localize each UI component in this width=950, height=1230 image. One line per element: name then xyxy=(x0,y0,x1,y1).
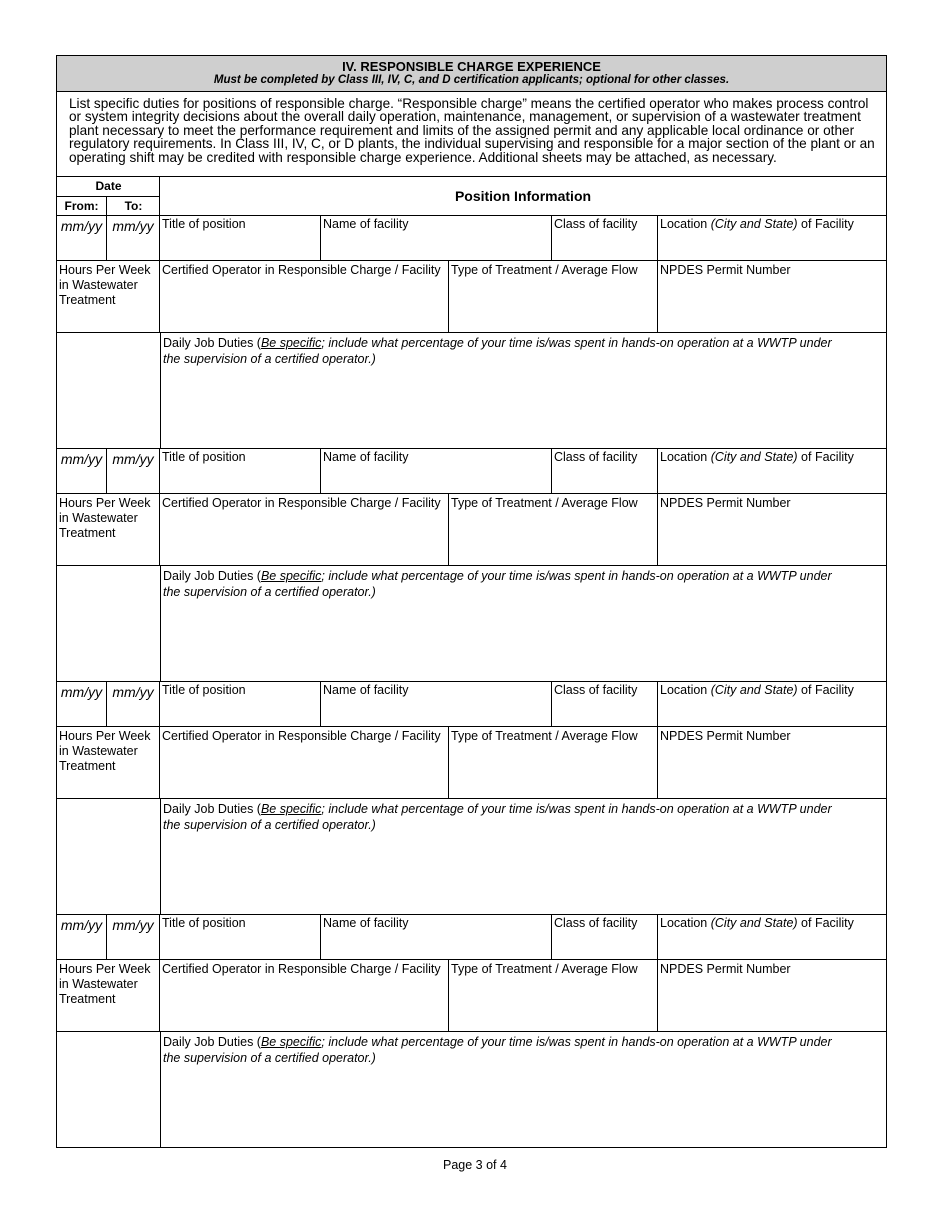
type-of-treatment-field[interactable]: Type of Treatment / Average Flow xyxy=(449,494,658,565)
npdes-permit-field[interactable]: NPDES Permit Number xyxy=(660,962,791,976)
location-label-suffix: of Facility xyxy=(797,916,854,930)
title-of-position-field[interactable]: Title of position xyxy=(160,449,321,493)
from-date-field[interactable]: mm/yy xyxy=(57,915,107,959)
title-of-position-field[interactable]: Title of position xyxy=(160,682,321,726)
class-of-facility-field[interactable]: Class of facility xyxy=(552,915,658,959)
position-entry xyxy=(57,449,886,682)
to-date-field[interactable]: mm/yy xyxy=(107,915,160,959)
duties-label-underlined: Be specific xyxy=(260,336,322,350)
name-of-facility-field[interactable]: Name of facility xyxy=(321,449,552,493)
location-label-italic: (City and State) xyxy=(710,683,798,697)
type-of-treatment-field[interactable]: Type of Treatment / Average Flow xyxy=(449,727,658,798)
class-of-facility-field[interactable]: Class of facility xyxy=(552,449,658,493)
operator-row xyxy=(57,261,886,333)
class-of-facility-field[interactable]: Class of facility xyxy=(552,216,658,260)
duties-label-underlined: Be specific xyxy=(260,1035,322,1049)
date-label: Date xyxy=(57,177,160,197)
from-date-field[interactable]: mm/yy xyxy=(57,682,107,726)
certified-operator-field[interactable]: Certified Operator in Responsible Charge / Facility xyxy=(160,960,449,1031)
title-of-position-field[interactable]: Title of position xyxy=(160,915,321,959)
daily-job-duties-field[interactable] xyxy=(160,333,886,449)
title-of-position-field[interactable]: Title of position xyxy=(160,216,321,260)
location-label-suffix: of Facility xyxy=(797,450,854,464)
location-label-italic: (City and State) xyxy=(710,916,798,930)
to-date-field[interactable]: mm/yy xyxy=(107,682,160,726)
name-of-facility-field[interactable]: Name of facility xyxy=(321,216,552,260)
location-label-suffix: of Facility xyxy=(797,683,854,697)
class-of-facility-field[interactable]: Class of facility xyxy=(552,682,658,726)
from-date-field[interactable]: mm/yy xyxy=(57,449,107,493)
position-row xyxy=(57,682,886,727)
daily-job-duties-field[interactable] xyxy=(160,1032,886,1148)
location-of-facility-field[interactable] xyxy=(658,449,886,493)
to-date-field[interactable]: mm/yy xyxy=(107,216,160,260)
location-of-facility-field[interactable] xyxy=(658,682,886,726)
duties-label-rest: ; include what percentage of your time is/was spent in hands-on operation at a WWTP under the supervision of a certified operator.) xyxy=(163,802,832,832)
instructions-text: List specific duties for positions of responsible charge. “Responsible charge” means the certified operator who makes process control or system integrity decisions about the overall daily operation, maintenance, management, or supervision of a wastewater treatment plant necessary to meet the performance requirement and limits of the assigned permit and any applicable local ordinance or other regulatory requirements. In Class III, IV, C, or D plants, the individual supervising and responsible for a major section of the plant or an operating shift may be credited with responsible charge experience. Additional sheets may be attached, as necessary. xyxy=(57,92,886,177)
location-label: Location xyxy=(660,683,711,697)
from-date-field[interactable]: mm/yy xyxy=(57,216,107,260)
position-entry xyxy=(57,682,886,915)
duties-label-rest: ; include what percentage of your time is/was spent in hands-on operation at a WWTP under the supervision of a certified operator.) xyxy=(163,569,832,599)
location-of-facility-field[interactable] xyxy=(658,915,886,959)
location-label-italic: (City and State) xyxy=(710,450,798,464)
duties-label: Daily Job Duties ( xyxy=(163,802,261,816)
location-label: Location xyxy=(660,450,711,464)
position-information-label: Position Information xyxy=(454,188,592,204)
position-row xyxy=(57,449,886,494)
duties-label: Daily Job Duties ( xyxy=(163,336,261,350)
position-row xyxy=(57,915,886,960)
duties-label: Daily Job Duties ( xyxy=(163,1035,261,1049)
duties-label-underlined: Be specific xyxy=(260,569,322,583)
duties-label-rest: ; include what percentage of your time is/was spent in hands-on operation at a WWTP under the supervision of a certified operator.) xyxy=(163,1035,832,1065)
npdes-permit-field[interactable]: NPDES Permit Number xyxy=(660,263,791,277)
hours-per-week-field[interactable]: Hours Per Week in Wastewater Treatment xyxy=(57,727,160,798)
section-title: IV. RESPONSIBLE CHARGE EXPERIENCE xyxy=(342,59,601,74)
operator-row xyxy=(57,960,886,1032)
section-header xyxy=(57,56,886,92)
operator-row xyxy=(57,494,886,566)
duties-row xyxy=(57,1032,886,1148)
npdes-permit-field[interactable]: NPDES Permit Number xyxy=(660,729,791,743)
hours-per-week-field[interactable]: Hours Per Week in Wastewater Treatment xyxy=(57,494,160,565)
position-row xyxy=(57,216,886,261)
certified-operator-field[interactable]: Certified Operator in Responsible Charge / Facility xyxy=(160,727,449,798)
name-of-facility-field[interactable]: Name of facility xyxy=(321,682,552,726)
duties-row xyxy=(57,799,886,915)
position-entry xyxy=(57,216,886,449)
page-number: Page 3 of 4 xyxy=(443,1158,507,1172)
type-of-treatment-field[interactable]: Type of Treatment / Average Flow xyxy=(449,960,658,1031)
section-subtitle: Must be completed by Class III, IV, C, and D certification applicants; optional for other classes. xyxy=(213,74,730,86)
hours-per-week-field[interactable]: Hours Per Week in Wastewater Treatment xyxy=(57,960,160,1031)
to-date-field[interactable]: mm/yy xyxy=(107,449,160,493)
certified-operator-field[interactable]: Certified Operator in Responsible Charge / Facility xyxy=(160,494,449,565)
operator-row xyxy=(57,727,886,799)
duties-row xyxy=(57,566,886,682)
from-label: From: xyxy=(57,197,107,216)
location-of-facility-field[interactable] xyxy=(658,216,886,260)
location-label-italic: (City and State) xyxy=(710,217,798,231)
position-entry xyxy=(57,915,886,1148)
duties-label-rest: ; include what percentage of your time is/was spent in hands-on operation at a WWTP under the supervision of a certified operator.) xyxy=(163,336,832,366)
hours-per-week-field[interactable]: Hours Per Week in Wastewater Treatment xyxy=(57,261,160,332)
responsible-charge-form xyxy=(56,55,887,1148)
location-label: Location xyxy=(660,916,711,930)
daily-job-duties-field[interactable] xyxy=(160,799,886,915)
duties-label: Daily Job Duties ( xyxy=(163,569,261,583)
to-label: To: xyxy=(124,199,143,213)
table-header xyxy=(57,177,886,216)
name-of-facility-field[interactable]: Name of facility xyxy=(321,915,552,959)
duties-row xyxy=(57,333,886,449)
certified-operator-field[interactable]: Certified Operator in Responsible Charge / Facility xyxy=(160,261,449,332)
daily-job-duties-field[interactable] xyxy=(160,566,886,682)
duties-label-underlined: Be specific xyxy=(260,802,322,816)
location-label: Location xyxy=(660,217,711,231)
type-of-treatment-field[interactable]: Type of Treatment / Average Flow xyxy=(449,261,658,332)
date-header xyxy=(57,177,160,216)
location-label-suffix: of Facility xyxy=(797,217,854,231)
npdes-permit-field[interactable]: NPDES Permit Number xyxy=(660,496,791,510)
